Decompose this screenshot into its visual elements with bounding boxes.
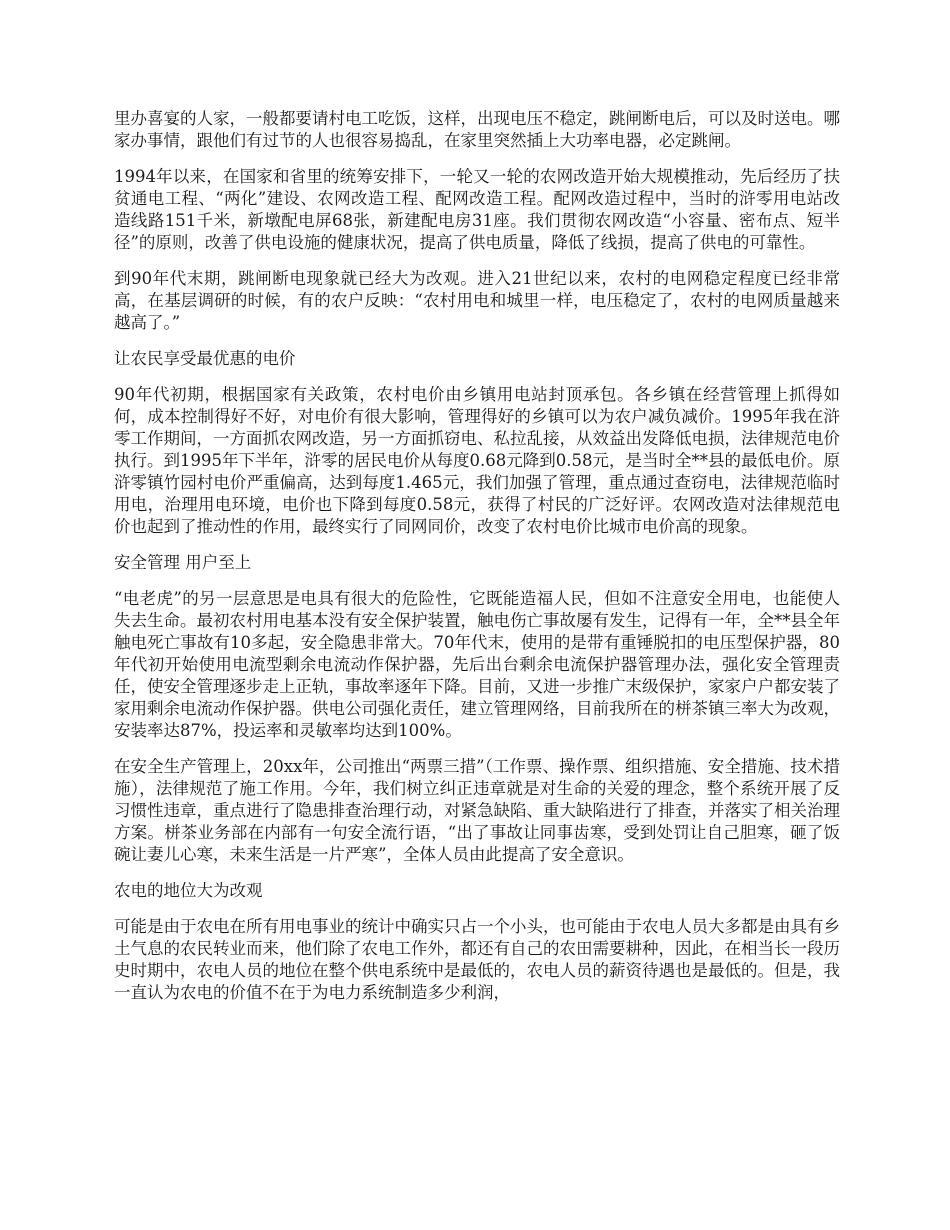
paragraph-electric-tiger: “电老虎”的另一层意思是电具有很大的危险性，它既能造福人民，但如不注意安全用电，也能使人失去生命。最初农村用电基本没有安全保护装置，触电伤亡事故屡有发生，记得有一年，全**县全年触电死亡事故有10多起，安全隐患非常大。70年代末，使用的是带有重锤脱扣的电压型保护器，80年代初开始使用电流型剩余电流动作保护器，先后出台剩余电流保护器管理办法，强化安全管理责任，使安全管理逐步走上正轨，事故率逐年下降。目前，又进一步推广末级保护，家家户户都安装了家用剩余电流动作保护器。供电公司强化责任，建立管理网络，目前我所在的栟茶镇三率大为改观，安装率达87%，投运率和灵敏率均达到100%。 [114,589,840,740]
paragraph-wedding-electricity: 里办喜宴的人家，一般都要请村电工吃饭，这样，出现电压不稳定，跳闸断电后，可以及时送电。哪家办事情，跟他们有过节的人也很容易捣乱，在家里突然插上大功率电器，必定跳闸。 [114,109,840,150]
paragraph-late-90s-stability: 到90年代末期，跳闸断电现象就已经大为改观。进入21世纪以来，农村的电网稳定程度已经非常高，在基层调研的时候，有的农户反映：“农村用电和城里一样，电压稳定了，农村的电网质量越来越高了。” [114,269,840,332]
document-page [114,108,840,1018]
paragraph-electricity-price: 90年代初期，根据国家有关政策，农村电价由乡镇用电站封顶承包。各乡镇在经营管理上抓得如何，成本控制得好不好，对电价有很大影响，管理得好的乡镇可以为农户减负减价。1995年我在浒零工作期间，一方面抓农网改造，另一方面抓窃电、私拉乱接，从效益出发降低电损，法律规范电价执行。到1995年下半年，浒零的居民电价从每度0.68元降到0.58元，是当时全**县的最低电价。原浒零镇竹园村电价严重偏高，达到每度1.465元，我们加强了管理，重点通过查窃电，法律规范临时用电，治理用电环境，电价也下降到每度0.58元，获得了村民的广泛好评。农网改造对法律规范电价也起到了推动性的作用，最终实行了同网同价，改变了农村电价比城市电价高的现象。 [114,385,840,536]
paragraph-grid-reform-1994: 1994年以来，在国家和省里的统筹安排下，一轮又一轮的农网改造开始大规模推动，先后经历了扶贫通电工程、“两化”建设、农网改造工程、配网改造工程。配网改造过程中，当时的浒零用电站改造线路151千米，新墩配电屏68张，新建配电房31座。我们贯彻农网改造“小容量、密布点、短半径”的原则，改善了供电设施的健康状况，提高了供电质量，降低了线损，提高了供电的可靠性。 [114,167,840,252]
paragraph-safety-production: 在安全生产管理上，20xx年，公司推出“两票三措”（工作票、操作票、组织措施、安全措施、技术措施），法律规范了施工作用。今年，我们树立纠正违章就是对生命的关爱的理念，整个系统开展了反习惯性违章，重点进行了隐患排查治理行动，对紧急缺陷、重大缺陷进行了排查，并落实了相关治理方案。栟茶业务部在内部有一句安全流行语，“出了事故让同事齿寒，受到处罚让自己胆寒，砸了饭碗让妻儿心寒，未来生活是一片严寒”，全体人员由此提高了安全意识。 [114,757,840,864]
section-heading-safety-management: 安全管理 用户至上 [114,553,252,572]
section-heading-rural-electricity-status: 农电的地位大为改观 [114,881,263,900]
paragraph-rural-electricity-workers: 可能是由于农电在所有用电事业的统计中确实只占一个小头，也可能由于农电人员大多都是由具有乡土气息的农民转业而来，他们除了农电工作外，都还有自己的农田需要耕种，因此，在相当长一段历史时期中，农电人员的地位在整个供电系统中是最低的，农电人员的薪资待遇也是最低的。但是，我一直认为农电的价值不在于为电力系统制造多少利润， [114,917,840,1002]
section-heading-electricity-price: 让农民享受最优惠的电价 [114,349,296,368]
